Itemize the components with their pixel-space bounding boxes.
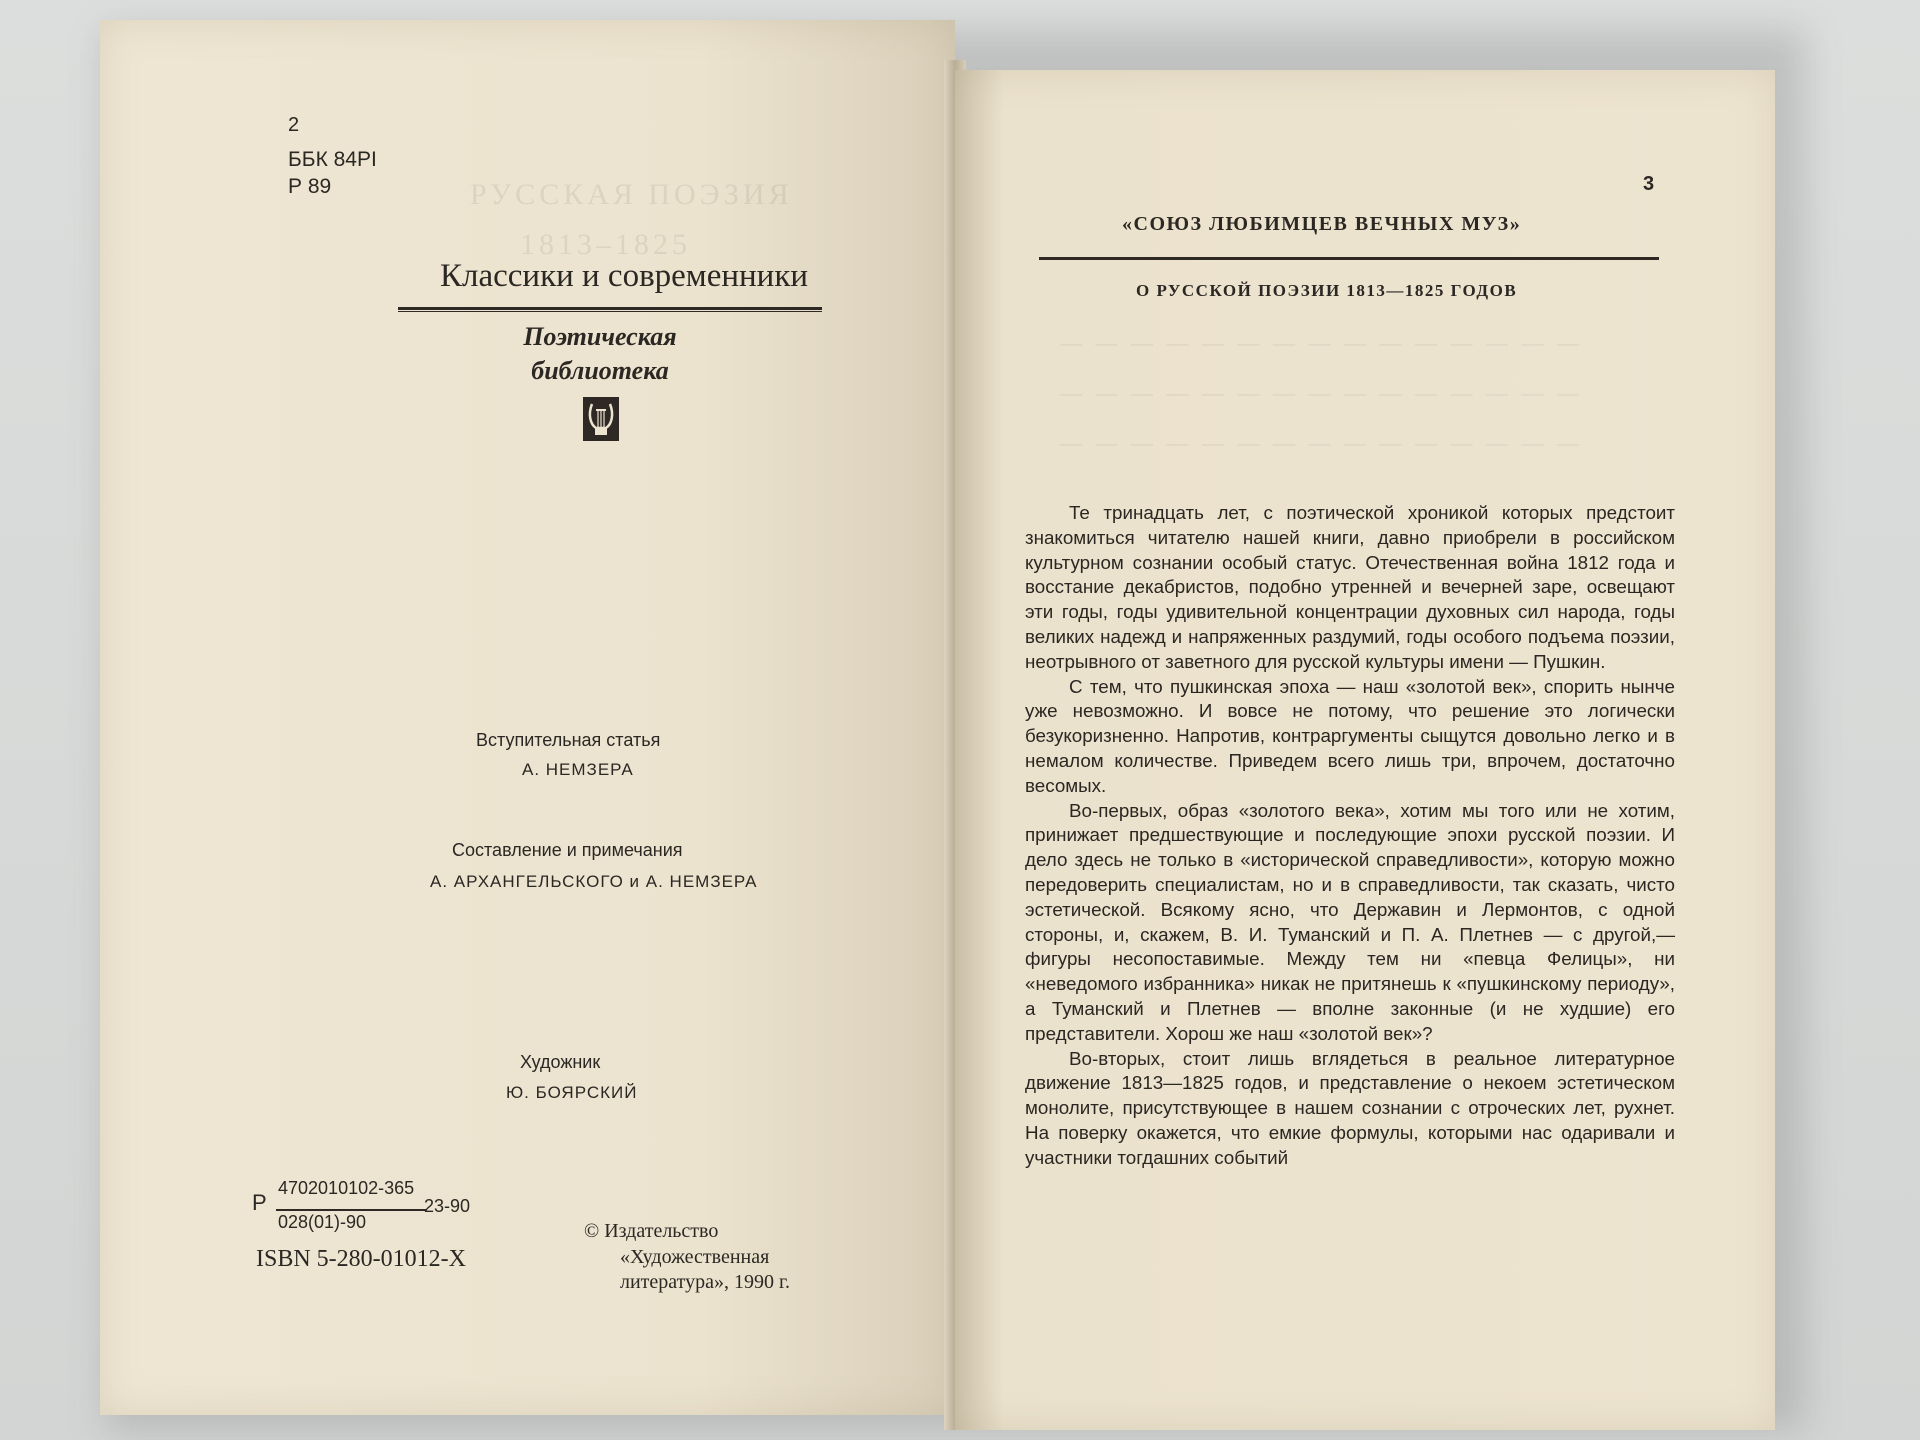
- bbk-code: ББК 84РI: [288, 148, 377, 171]
- series-rule: [398, 307, 822, 310]
- series-rule: [398, 311, 822, 312]
- catalog-prefix: Р: [252, 1190, 267, 1215]
- show-through-text: — — — — — — — — — — — — — — —: [1060, 380, 1583, 405]
- catalog-fraction-line: [276, 1209, 426, 1211]
- body-text: [1025, 501, 1675, 1171]
- chapter-subheading: О РУССКОЙ ПОЭЗИИ 1813—1825 ГОДОВ: [1136, 281, 1518, 300]
- paragraph: С тем, что пушкинская эпоха — наш «золотой век», спорить нынче уже невозможно. И вовсе не потому, что решение это логически безукоризненно. Напротив, контраргументы сыщутся довольно легко и в немалом количестве. Приведем всего лишь три, впрочем, достаточно весомых.: [1025, 675, 1675, 796]
- author-mark: Р 89: [288, 175, 332, 198]
- catalog-denominator: 028(01)-90: [278, 1212, 367, 1232]
- intro-author: А. НЕМЗЕРА: [522, 760, 634, 779]
- heading-rule: [1039, 257, 1659, 260]
- paragraph: Во-первых, образ «золотого века», хотим мы того или не хотим, принижает предшествующие и последующие эпохи русской поэзии. И дело здесь не только в «исторической справедливости», которую можно передоверить специалистам, но и в справедливости, так сказать, чисто эстетической. Всякому ясно, что Державин и Лермонтов, с одной стороны, и, скажем, В. И. Туманский и П. А. Плетнев — с другой,— фигуры несопоставимые. Между тем ни «певца Фелицы», ни «неведомого избранника» никак не притянешь к «пушкинскому периоду», а Туманский и Плетнев — вполне законные (и не худшие) его представители. Хорош же наш «золотой век»?: [1025, 799, 1675, 1044]
- show-through-text: — — — — — — — — — — — — — — —: [1060, 430, 1583, 455]
- catalog-numerator: 4702010102-365: [278, 1178, 415, 1198]
- paragraph: Во-вторых, стоит лишь вглядеться в реальное литературное движение 1813—1825 годов, и представление о некоем эстетическом монолите, присутствующее в нашем сознании с отроческих лет, рухнет. На поверку окажется, что емкие формулы, которыми нас одаривали и участники тогдашних событий: [1025, 1047, 1675, 1168]
- publisher-line: © Издательство: [584, 1220, 719, 1242]
- artist-name: Ю. БОЯРСКИЙ: [506, 1083, 638, 1102]
- catalog-suffix: 23-90: [424, 1196, 471, 1216]
- series-title: Классики и современники: [440, 258, 809, 294]
- isbn: ISBN 5-280-01012-X: [256, 1246, 466, 1272]
- lyre-icon: [582, 396, 620, 442]
- compiled-label: Составление и примечания: [452, 840, 683, 860]
- imprint-line: библиотека: [531, 356, 669, 385]
- chapter-heading: «СОЮЗ ЛЮБИМЦЕВ ВЕЧНЫХ МУЗ»: [1122, 213, 1522, 235]
- compiled-authors: А. АРХАНГЕЛЬСКОГО и А. НЕМЗЕРА: [430, 872, 758, 891]
- publisher-line: «Художественная: [620, 1246, 770, 1268]
- show-through-text: — — — — — — — — — — — — — — —: [1060, 330, 1583, 355]
- intro-label: Вступительная статья: [476, 730, 661, 750]
- publisher-line: литература», 1990 г.: [620, 1271, 790, 1293]
- show-through-text: РУССКАЯ ПОЭЗИЯ: [470, 178, 793, 211]
- imprint-line: Поэтическая: [523, 322, 677, 351]
- show-through-text: 1813–1825: [520, 228, 691, 261]
- paragraph: Те тринадцать лет, с поэтической хроникой которых предстоит знакомиться читателю нашей книги, давно приобрели в российском культурном сознании особый статус. Отечественная война 1812 года и восстание декабристов, подобно утренней и вечерней заре, освещают эти годы, годы удивительной концентрации духовных сил народа, годы великих надежд и напряженных раздумий, годы особого подъема поэзии, неотрывного от заветного для русской культуры имени — Пушкин.: [1025, 502, 1675, 672]
- right-page-number: 3: [1643, 173, 1655, 195]
- artist-label: Художник: [520, 1052, 601, 1072]
- left-page-number: 2: [288, 114, 300, 136]
